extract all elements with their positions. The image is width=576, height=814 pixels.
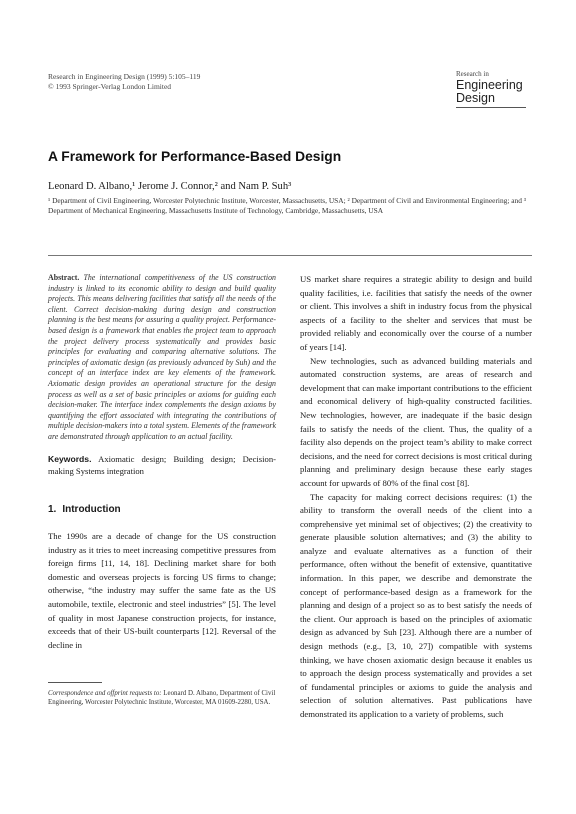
section-title: Introduction xyxy=(62,503,121,515)
right-column xyxy=(300,273,532,722)
footnote-lead: Correspondence and offprint requests to: xyxy=(48,690,162,697)
body-paragraph-3: The capacity for making correct decisions requires: (1) the ability to transform the overall needs of the client into a comprehensive yet minimal set of objectives; (2) the creativity to generate plausible solution alternatives; and (3) the ability to analyze and evaluate alternatives as a function of their performance, often without the benefit of extensive, quantitative information. In this paper, we describe and demonstrate the concept of performance-based design as a framework for the planning and design of a project so as to best satisfy the needs of the client. Our approach is based on the principles of axiomatic design as advanced by Suh [23]. Although there are a number of design methods (e.g., [3, 10, 27]) compatible with systems thinking, we have chosen axiomatic design because it enables us to approach the design process systematically and provides a set of fundamental principles or axioms to guide the analysis and selection of solution alternatives. Past publications have demonstrated its application to a variety of problems, such xyxy=(300,491,532,719)
section-heading xyxy=(48,503,276,517)
keywords-text: Axiomatic design; Building design; Decision-making Systems integration xyxy=(48,453,276,476)
running-header xyxy=(48,72,200,92)
author-affiliations: ¹ Department of Civil Engineering, Worcester Polytechnic Institute, Worcester, Massachusetts, USA; ² Department of Civil and Environmental Engineering; and ³ Department of Mechanical Engineering, Massachusetts Institute of Technology, Cambridge, Massachusetts, USA xyxy=(48,196,526,215)
header-divider xyxy=(48,255,532,256)
article-title: A Framework for Performance-Based Design xyxy=(48,149,342,164)
article-authors: Leonard D. Albano,¹ Jerome J. Connor,² and Nam P. Suh³ xyxy=(48,181,292,192)
abstract-text: The international competitiveness of the US construction industry is linked to its economic ability to design and build quality projects. This means delivering facilities that satisfy all the needs of the client. Correct decision-making during design and construction planning is the best means for assuring a quality project. Performance-based design is a framework that enables the project team to approach the project delivery process systematically and provides basic principles for evaluating and comparing alternative solutions. The principles of axiomatic design (as previously advanced by Suh) and the concept of an interface index are key elements of the framework. Axiomatic design provides an operational structure for the design process as well as a set of basic principles or axioms for guiding each decision-maker. The interface index complements the design axioms by quantifying the effort associated with integrating the contributions of multiple decision-makers into a total system. Elements of the framework are demonstrated through application to an actual facility. xyxy=(48,273,276,441)
abstract-label: Abstract. xyxy=(48,273,80,282)
body-paragraph-2: New technologies, such as advanced building materials and automated construction systems, are areas of research and development that can make important contributions to the efficient and economical delivery of high-quality constructed facilities. New technologies, however, are inadequate if the basic design fails to satisfy the needs of the client. Thus, the quality of a facility also depends on the project team’s ability to make correct decisions, and the need for correct decisions is most critical during planning and preliminary design because these early stages account for upwards of 80% of the final cost [8]. xyxy=(300,355,532,488)
journal-logo-line2: Design xyxy=(456,91,495,105)
body-paragraph-1: US market share requires a strategic ability to design and build quality facilities, i.e. facilities that satisfy the needs of the owner or client. This involves a shift in industry focus from the physical aspects of a facility to the shelter and services that must be provided reliably and economically over the course of a number of years [14]. xyxy=(300,274,532,352)
journal-logo xyxy=(456,70,532,108)
section-number: 1. xyxy=(48,503,57,515)
left-column xyxy=(48,273,276,652)
keywords-label: Keywords. xyxy=(48,453,92,464)
correspondence-footnote xyxy=(48,682,276,708)
journal-citation: Research in Engineering Design (1999) 5:105–119 xyxy=(48,72,201,81)
journal-logo-rule xyxy=(456,107,526,108)
copyright-notice: © 1993 Springer-Verlag London Limited xyxy=(48,82,172,91)
keywords xyxy=(48,453,276,477)
journal-logo-line1: Engineering xyxy=(456,78,523,92)
intro-paragraph: The 1990s are a decade of change for the US construction industry as it tries to meet increasing competitive pressures from foreign firms [11, 14, 18]. Declining market share for both domestic and overseas projects is forcing US firms to change; otherwise, “the industry may suffer the same fate as the US automobile, textile, electronic and steel industries” [5]. The level of quality in most Japanese construction projects, for instance, exceeds that of their US-built counterparts [12]. Reversal of the decline in xyxy=(48,531,276,650)
footnote-rule xyxy=(48,682,102,683)
journal-logo-small: Research in xyxy=(456,70,489,78)
abstract xyxy=(48,273,276,443)
footnote-text: Leonard D. Albano, Department of Civil Engineering, Worcester Polytechnic Institute, Worcester, MA 01609-2280, USA. xyxy=(48,690,276,707)
